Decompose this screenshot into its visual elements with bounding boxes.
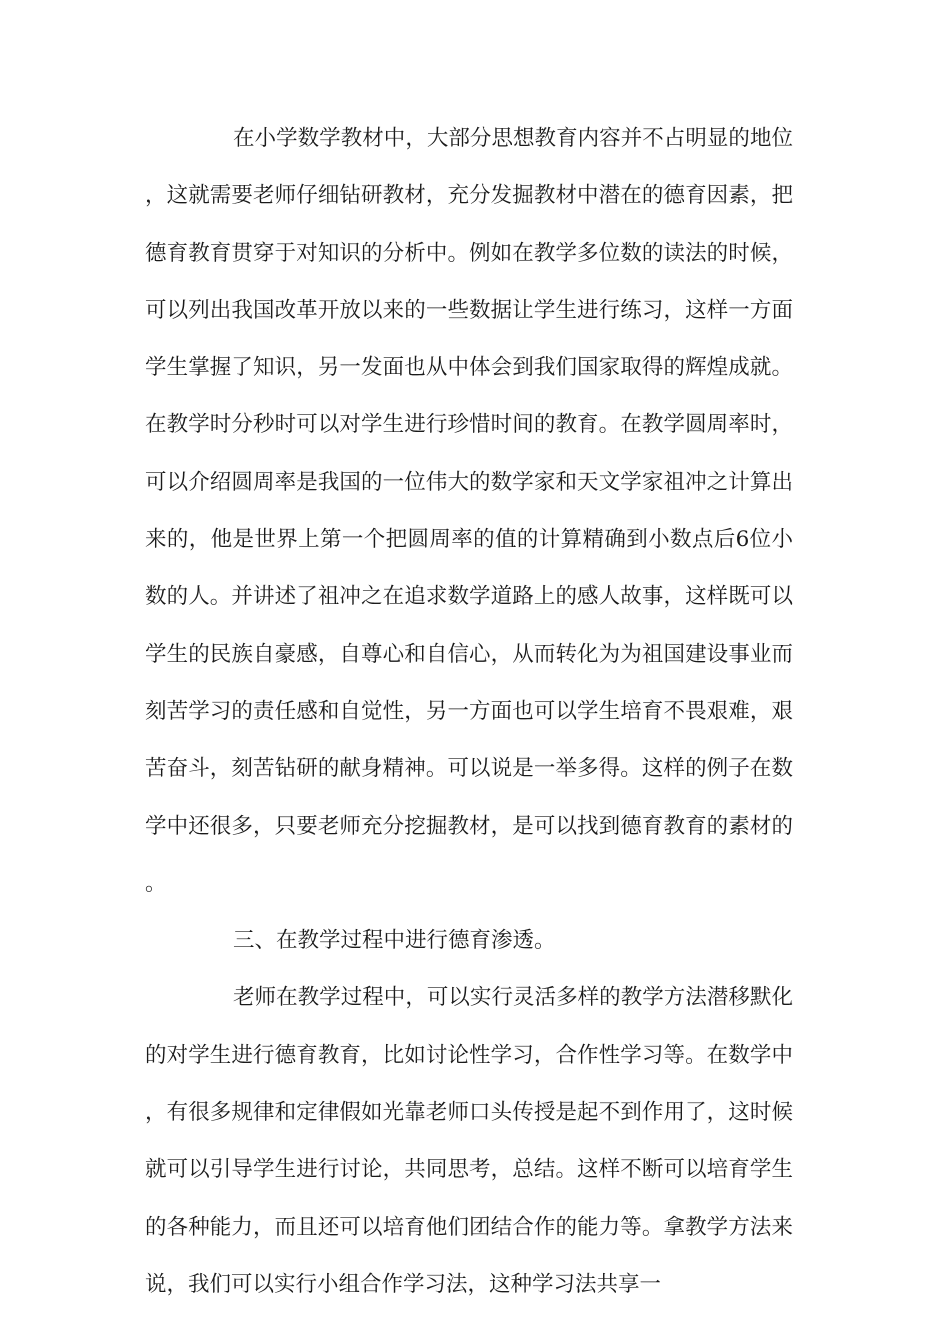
paragraph-moral-elements: 在小学数学教材中，大部分思想教育内容并不占明显的地位，这就需要老师仔细钻研教材，充分发掘教材中潜在的德育因素，把德育教育贯穿于对知识的分析中。例如在教学多位数的读法的时候，可以列出我国改革开放以来的一些数据让学生进行练习，这样一方面学生掌握了知识，另一发面也从中体会到我们国家取得的辉煌成就。在教学时分秒时可以对学生进行珍惜时间的教育。在教学圆周率时，可以介绍圆周率是我国的一位伟大的数学家和天文学家祖冲之计算出来的，他是世界上第一个把圆周率的值的计算精确到小数点后6位小数的人。并讲述了祖冲之在追求数学道路上的感人故事，这样既可以学生的民族自豪感，自尊心和自信心，从而转化为为祖国建设事业而刻苦学习的责任感和自觉性，另一方面也可以学生培育不畏艰难，艰苦奋斗，刻苦钻研的献身精神。可以说是一举多得。这样的例子在数学中还很多，只要老师充分挖掘教材，是可以找到德育教育的素材的。 (145, 126, 793, 896)
paragraph-teaching-process: 老师在教学过程中，可以实行灵活多样的教学方法潜移默化的对学生进行德育教育，比如讨论性学习，合作性学习等。在数学中，有很多规律和定律假如光靠老师口头传授是起不到作用了，这时候就可以引导学生进行讨论，共同思考，总结。这样不断可以培育学生的各种能力，而且还可以培育他们团结合作的能力等。拿教学方法来说，我们可以实行小组合作学习法，这种学习法共享一 (145, 985, 793, 1297)
document-body (145, 110, 793, 1313)
section-heading-three: 三、在教学过程中进行德育渗透。 (233, 928, 556, 954)
